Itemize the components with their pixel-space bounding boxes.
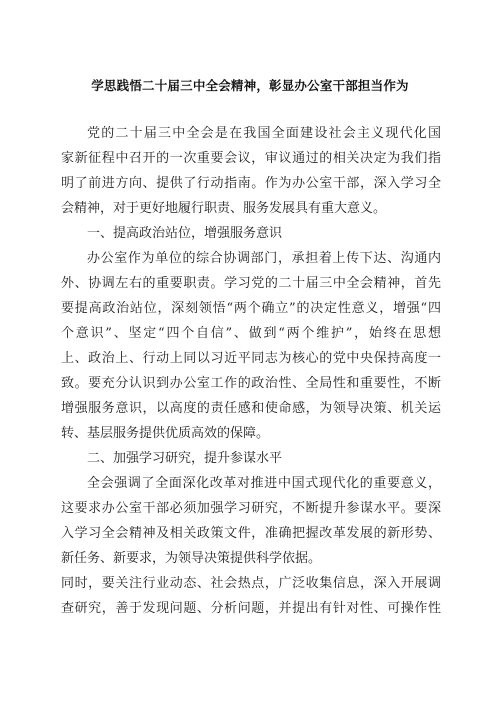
text-line: 增强服务意识，以高度的责任感和使命感，为领导决策、机关运 — [61, 401, 441, 416]
text-line: 个意识”、坚定“四个自信”、做到“两个维护”，始终在思想 — [61, 326, 441, 341]
text-line: 会精神，对于更好地履行职责、服务发展具有重大意义。 — [61, 201, 387, 216]
text-line: 家新征程中召开的一次重要会议，审议通过的相关决定为我们指 — [61, 151, 441, 166]
text-line: 新任务、新要求，为领导决策提供科学依据。 — [61, 551, 322, 566]
text-line: 转、基层服务提供优质高效的保障。 — [61, 426, 270, 441]
text-line: 同时，要关注行业动态、社会热点，广泛收集信息，深入开展调 — [61, 576, 441, 591]
text-line: 全会强调了全面深化改革对推进中国式现代化的重要意义， — [87, 476, 441, 491]
text-line: 上、政治上、行动上同以习近平同志为核心的党中央保持高度一 — [61, 351, 441, 366]
text-line: 这要求办公室干部必须加强学习研究，不断提升参谋水平。要深 — [61, 501, 441, 516]
text-line: 二、加强学习研究，提升参谋水平 — [87, 451, 283, 466]
text-line: 查研究，善于发现问题、分析问题，并提出有针对性、可操作性 — [61, 601, 441, 616]
document-body — [61, 121, 441, 621]
text-line: 入学习全会精神及相关政策文件，准确把握改革发展的新形势、 — [61, 526, 441, 541]
text-line: 办公室作为单位的综合协调部门，承担着上传下达、沟通内 — [87, 251, 441, 266]
document-title: 学思践悟二十届三中全会精神，彰显办公室干部担当作为 — [91, 78, 409, 93]
text-line: 致。要充分认识到办公室工作的政治性、全局性和重要性，不断 — [61, 376, 441, 391]
text-line: 明了前进方向、提供了行动指南。作为办公室干部，深入学习全 — [61, 176, 441, 191]
text-line: 党的二十届三中全会是在我国全面建设社会主义现代化国 — [87, 126, 441, 141]
text-line: 要提高政治站位，深刻领悟“两个确立”的决定性意义，增强“四 — [61, 301, 441, 316]
text-line: 一、提高政治站位，增强服务意识 — [87, 226, 283, 241]
text-line: 外、协调左右的重要职责。学习党的二十届三中全会精神，首先 — [61, 276, 441, 291]
